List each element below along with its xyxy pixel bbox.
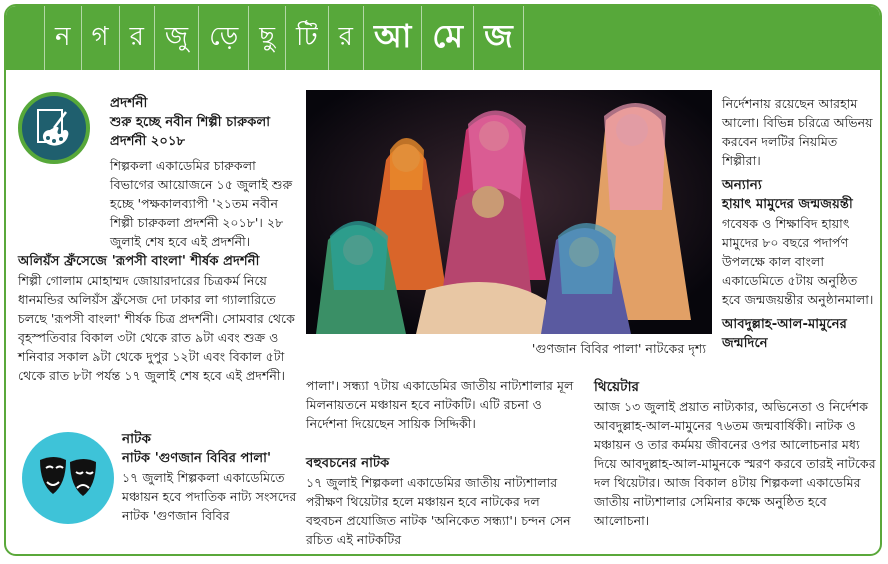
exhibition1-subtitle: শুরু হচ্ছে নবীন শিল্পী চারুকলা প্রদর্শনী ২০১৮ [110,115,271,149]
photo-caption: 'গুণজান বিবির পালা' নাটকের দৃশ্য [531,341,706,356]
theatre-label: থিয়েটার [594,379,639,395]
exhibition1-body-wrap [18,156,296,251]
drama-subtitle: নাটক 'গুণজান বিবির পালা' [122,451,272,466]
exhibition2-section [18,252,296,385]
bohubochon-title: বহুবচনের নাটক [306,456,390,471]
drama-header [122,430,300,525]
banner-char: টি [286,6,329,70]
exhibition2-body: শিল্পী গোলাম মোহাম্মদ জোয়ারদারের চিত্রকর্ম নিয়ে ধানমন্ডির অলিয়ঁস ফ্রঁসেজ দো ঢাকার লা গ্যালারিতে চলছে 'রূপসী বাংলা' শীর্ষক চিত্র প্রদর্শনী। সোমবার থেকে বৃহস্পতিবার বিকাল ৩টা থেকে রাত ৯টা এবং শুক্র ও শনিবার সকাল ৯টা থেকে দুপুর ১২টা এবং বিকাল ৫টা থেকে রাত ৮টা পর্যন্ত ১৭ জুলাই শেষ হবে এই প্রদর্শনী। [18,273,295,383]
drama-direction-body: নির্দেশনায় রয়েছেন আরহাম আলো। বিভিন্ন চরিত্রে অভিনয় করবেন দলটির নিয়মিত শিল্পীরা। [722,96,873,168]
exhibition1-header [110,94,288,151]
drama-masks-icon [22,432,114,524]
right-column [722,94,876,353]
others-body: গবেষক ও শিক্ষাবিদ হায়াৎ মামুদের ৮০ বছরে পদার্পণ উপলক্ষে কাল বাংলা একাডেমিতে ৫টায় অনুষ্ঠিত হবে জন্মজয়ন্তীর অনুষ্ঠানমালা। [722,216,874,307]
banner-char: আ [364,6,422,70]
banner-char: জু [155,6,199,70]
theatre-section [594,378,878,530]
banner-char: জ [474,6,524,70]
exhibition1-body: শিল্পকলা একাডেমির চারুকলা বিভাগের আয়োজনে ১৫ জুলাই শুরু হচ্ছে 'পক্ষকালব্যাপী '২১তম নবীন শিল্পী চারুকলা প্রদর্শনী ২০১৮'। ২৮ জুলাই শেষ হবে এই প্রদর্শনী। [110,158,293,249]
drama-body: ১৭ জুলাই শিল্পকলা একাডেমিতে মঞ্চায়ন হবে পদাতিক নাট্য সংসদের নাটক 'গুণজান বিবির [122,470,297,523]
others-label: অন্যান্য [722,177,762,193]
theatre-body: আজ ১৩ জুলাই প্রয়াত নাট্যকার, অভিনেতা ও নির্দেশক আবদুল্লাহ-আল-মামুনের ৭৬তম জন্মবার্ষিকী। নাটক ও মঞ্চায়ন ও তার কর্মময় জীবনের ওপর আলোচনার মধ্য দিয়ে আবদুল্লাহ-আল-মামুনকে স্মরণ করবে তারই নাটকের দল থিয়েটার। আজ বিকাল ৪টায় শিল্পকলা একাডেমির জাতীয় নাট্যশালার সেমিনার কক্ষে অনুষ্ঠিত হবে আলোচনা। [594,399,876,528]
banner-char: মে [422,6,474,70]
banner-char: ছু [249,6,286,70]
others-title: হায়াৎ মামুদের জন্মজয়ন্তী [722,197,853,212]
banner-char: র [120,6,155,70]
drama-cont-body: পালা'। সন্ধ্যা ৭টায় একাডেমির জাতীয় নাট্যশালার মূল মিলনায়তনে মঞ্চায়ন হবে নাটকটি। এটি রচনা ও নির্দেশনা দিয়েছেন সায়িক সিদ্দিকী। [306,378,574,431]
abdullah-title: আবদুল্লাহ-আল-মামুনের জন্মদিনে [722,317,847,351]
banner-char: গ [82,6,120,70]
banner-char: ন [44,6,82,70]
article-frame [4,4,882,556]
stage-photo [306,90,712,334]
exhibition2-title: অলিয়ঁস ফ্রঁসেজে 'রূপসী বাংলা' শীর্ষক প্রদর্শনী [18,254,260,269]
bohubochon-body: ১৭ জুলাই শিল্পকলা একাডেমির জাতীয় নাট্যশালার পরীক্ষণ থিয়েটার হলে মঞ্চায়ন হবে নাটকের দল বহুবচন প্রযোজিত নাটক 'অনিকেত সন্ধ্যা'। চন্দন সেন রচিত এই নাটকটির [306,475,571,547]
banner-char: ড়ে [199,6,249,70]
drama-label: নাটক [122,431,151,447]
bohubochon-section [306,454,574,549]
drama-continued [306,376,574,433]
banner-char: র [329,6,364,70]
art-palette-icon [18,92,90,164]
exhibition1-label: প্রদর্শনী [110,95,148,111]
section-banner [6,6,880,70]
